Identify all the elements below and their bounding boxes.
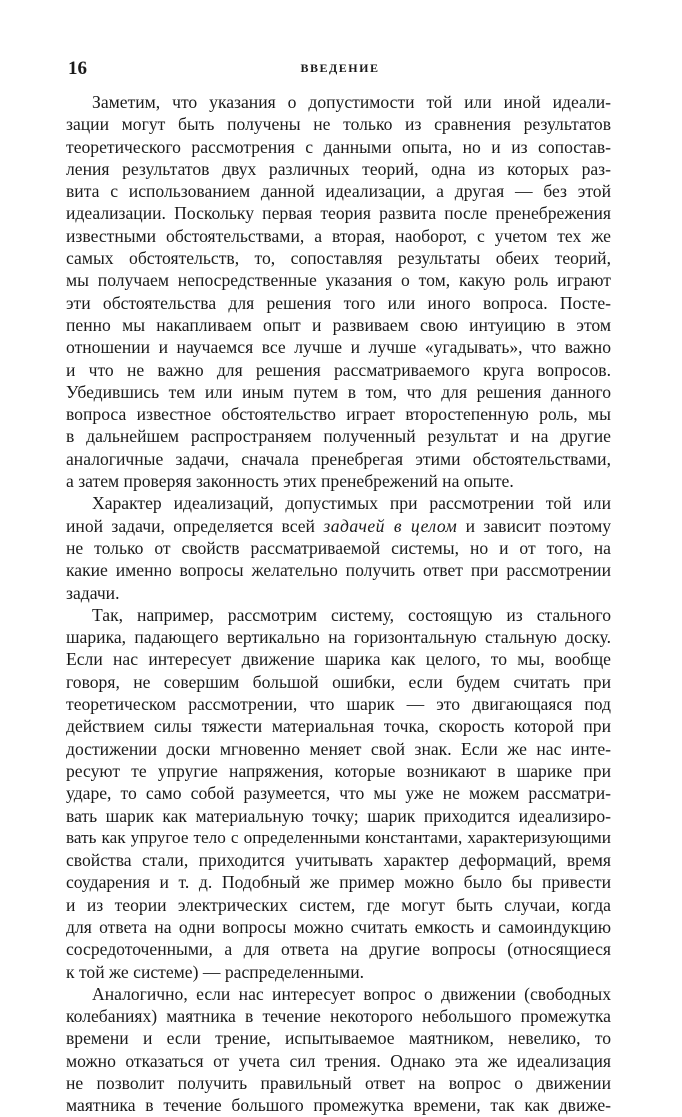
text-line: зации могут быть получены не только из сравнения результатов xyxy=(66,114,611,135)
text-line: Заметим, что указания о допустимости той или иной идеали- xyxy=(92,92,611,112)
text-line: отношении и научаемся все лучше и лучше «угадывать», что важно xyxy=(66,337,611,358)
text-line: а затем проверяя законность этих пренебрежений на опыте. xyxy=(66,471,514,492)
text-line: самых обстоятельств, то, сопоставляя результаты обеих теорий, xyxy=(66,248,611,269)
text-line-with-emphasis xyxy=(66,515,611,537)
text-line: Аналогично, если нас интересует вопрос о движении (свободных xyxy=(92,983,611,1004)
text-line: не позволит получить правильный ответ на вопрос о движении xyxy=(66,1073,611,1094)
text-segment: иной задачи, определяется всей xyxy=(66,515,315,536)
body-text xyxy=(66,91,611,1117)
text-line: маятника в течение большого промежутка времени, так как движе- xyxy=(66,1095,611,1116)
text-line: вопроса известное обстоятельство играет второстепенную роль, мы xyxy=(66,404,611,425)
text-segment: и зависит поэтому xyxy=(465,515,612,536)
text-line: задачи. xyxy=(66,582,120,603)
emphasized-phrase: задачей в целом xyxy=(323,515,458,536)
text-line: вать как упругое тело с определенными константами, характеризующими xyxy=(66,827,611,847)
text-line: ресуют те упругие напряжения, которые возникают в шарике при xyxy=(66,760,611,781)
text-line: и что не важно для решения рассматриваемого круга вопросов. xyxy=(66,359,611,380)
text-line: пенно мы накапливаем опыт и развиваем свою интуицию в этом xyxy=(66,314,611,335)
page-header xyxy=(68,58,612,80)
text-line: Если нас интересует движение шарика как целого, то мы, вообще xyxy=(66,649,611,670)
text-line: и из теории электрических систем, где могут быть случаи, когда xyxy=(66,894,611,915)
text-line: ударе, то само собой разумеется, что мы уже не можем рассматри- xyxy=(66,783,611,804)
text-line: свойства стали, приходится учитывать характер деформаций, время xyxy=(66,850,611,871)
text-line: известными обстоятельствами, а вторая, наоборот, с учетом тех же xyxy=(66,225,611,246)
text-line: времени и если трение, испытываемое маятником, невелико, то xyxy=(66,1028,611,1049)
text-line: аналогичные задачи, сначала пренебрегая этими обстоятельствами, xyxy=(66,448,611,469)
text-line: сосредоточенными, а для ответа на другие вопросы (относящиеся xyxy=(66,939,611,960)
text-line: колебаниях) маятника в течение некоторого небольшого промежутка xyxy=(66,1006,611,1027)
text-line: теоретического рассмотрения с данными опыта, но и из сопостав- xyxy=(66,136,611,157)
text-line: какие именно вопросы желательно получить ответ при рассмотрении xyxy=(66,560,611,581)
text-line: можно отказаться от учета сил трения. Однако эта же идеализация xyxy=(66,1050,611,1071)
text-line: теоретическом рассмотрении, что шарик — это двигающаяся под xyxy=(66,694,611,715)
text-line: Убедившись тем или иным путем в том, что для решения данного xyxy=(66,381,611,402)
running-title: ВВЕДЕНИЕ xyxy=(300,61,380,75)
text-line: действием силы тяжести материальная точка, скорость которой при xyxy=(66,716,611,737)
text-line: шарика, падающего вертикально на горизонтальную стальную доску. xyxy=(66,627,611,648)
text-line: вита с использованием данной идеализации, а другая — без этой xyxy=(66,181,611,202)
text-line: к той же системе) — распределенными. xyxy=(66,961,365,982)
text-line: не только от свойств рассматриваемой системы, но и от того, на xyxy=(66,537,611,558)
text-line: идеализации. Поскольку первая теория развита после пренебрежения xyxy=(66,203,611,224)
text-line: достижении доски мгновенно меняет свой знак. Если же нас инте- xyxy=(66,738,611,759)
text-line: мы получаем непосредственные указания о том, какую роль играют xyxy=(66,270,611,291)
text-line: соударения и т. д. Подобный же пример можно было бы привести xyxy=(66,872,611,893)
text-line: ления результатов двух различных теорий, одна из которых раз- xyxy=(66,158,611,179)
text-line: Так, например, рассмотрим систему, состоящую из стального xyxy=(92,604,611,625)
text-line: в дальнейшем распространяем полученный результат и на другие xyxy=(66,426,611,447)
text-line: эти обстоятельства для решения того или иного вопроса. Посте- xyxy=(66,292,611,313)
text-line: для ответа на одни вопросы можно считать емкость и самоиндукцию xyxy=(66,916,611,937)
text-line: вать шарик как материальную точку; шарик приходится идеализиро- xyxy=(66,805,611,826)
text-line: говоря, не совершим большой ошибки, если будем считать при xyxy=(66,671,611,692)
text-line: Характер идеализаций, допустимых при рассмотрении той или xyxy=(92,493,611,514)
page-number: 16 xyxy=(68,58,87,79)
